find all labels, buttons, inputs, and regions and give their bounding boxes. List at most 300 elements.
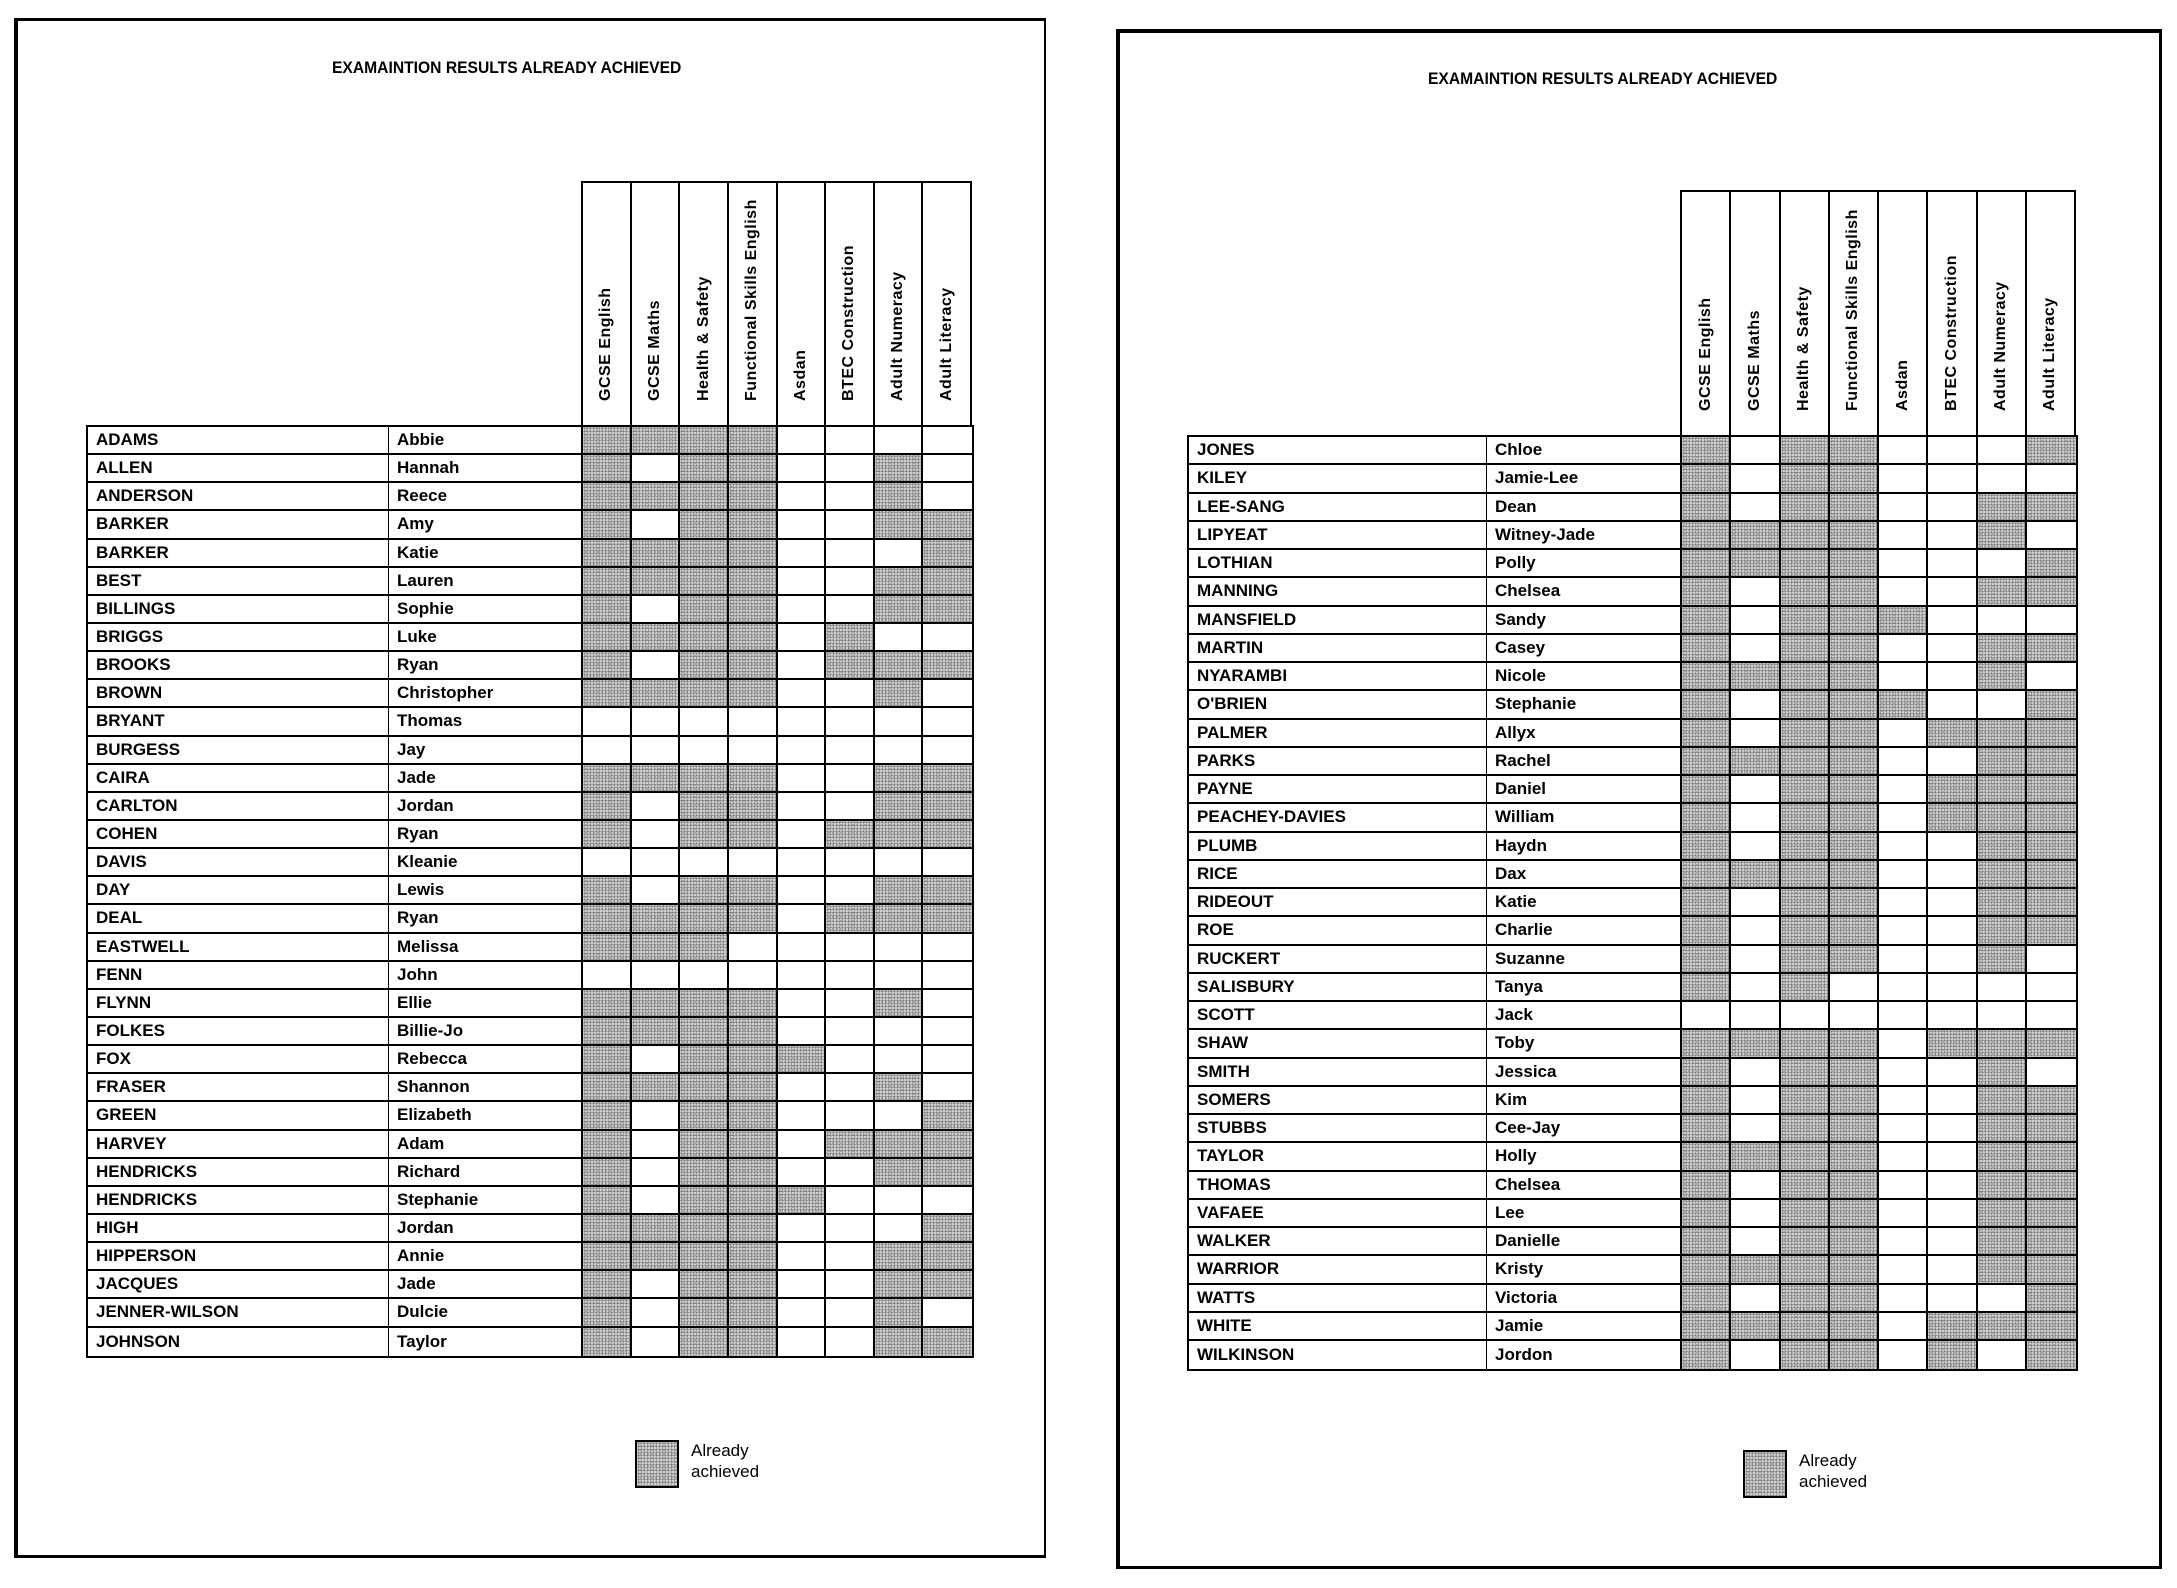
first-name-cell: Lewis xyxy=(389,877,583,903)
table-row xyxy=(1189,946,2076,974)
surname-cell: HIPPERSON xyxy=(88,1243,389,1269)
column-header xyxy=(923,183,972,427)
achieved-cell xyxy=(1978,1115,2027,1141)
not-achieved-cell xyxy=(826,1271,875,1297)
achieved-cell xyxy=(1682,607,1731,633)
achieved-cell xyxy=(1830,1228,1879,1254)
achieved-cell xyxy=(680,934,729,960)
achieved-cell xyxy=(1830,635,1879,661)
not-achieved-cell xyxy=(1928,635,1977,661)
first-name-cell: Chloe xyxy=(1487,437,1682,463)
achieved-cell xyxy=(729,1299,778,1325)
not-achieved-cell xyxy=(2027,946,2076,972)
surname-cell: DAY xyxy=(88,877,389,903)
not-achieved-cell xyxy=(2027,465,2076,491)
achieved-cell xyxy=(1830,1087,1879,1113)
achieved-cell xyxy=(1781,974,1830,1000)
surname-cell: DAVIS xyxy=(88,849,389,875)
achieved-cell xyxy=(1781,494,1830,520)
achieved-cell xyxy=(680,1328,729,1356)
not-achieved-cell xyxy=(680,849,729,875)
achieved-cell xyxy=(2027,1256,2076,1282)
achieved-cell xyxy=(632,483,681,509)
achieved-cell xyxy=(1682,861,1731,887)
not-achieved-cell xyxy=(875,737,924,763)
achieved-cell xyxy=(632,1018,681,1044)
achieved-cell xyxy=(923,568,972,594)
achieved-cell xyxy=(729,540,778,566)
not-achieved-cell xyxy=(1731,1002,1780,1028)
achieved-cell xyxy=(1682,1341,1731,1369)
table-row xyxy=(88,455,972,483)
achieved-cell xyxy=(1781,946,1830,972)
achieved-cell xyxy=(1781,804,1830,830)
not-achieved-cell xyxy=(1879,522,1928,548)
not-achieved-cell xyxy=(1731,917,1780,943)
table-row xyxy=(88,483,972,511)
first-name-cell: Victoria xyxy=(1487,1285,1682,1311)
first-name-cell: Daniel xyxy=(1487,776,1682,802)
column-header xyxy=(729,183,778,427)
achieved-cell xyxy=(1781,635,1830,661)
not-achieved-cell xyxy=(1879,1228,1928,1254)
achieved-cell xyxy=(1830,1341,1879,1369)
not-achieved-cell xyxy=(923,990,972,1016)
not-achieved-cell xyxy=(778,568,827,594)
column-header-label: GCSE Maths xyxy=(1745,309,1763,411)
surname-cell: BARKER xyxy=(88,540,389,566)
achieved-cell xyxy=(923,905,972,931)
table-row xyxy=(1189,1285,2076,1313)
achieved-cell xyxy=(2027,437,2076,463)
achieved-cell xyxy=(1978,1228,2027,1254)
achieved-cell xyxy=(680,596,729,622)
achieved-cell xyxy=(1682,663,1731,689)
surname-cell: MANNING xyxy=(1189,578,1487,604)
table-row xyxy=(88,1074,972,1102)
not-achieved-cell xyxy=(923,962,972,988)
surname-cell: WARRIOR xyxy=(1189,1256,1487,1282)
achieved-cell xyxy=(2027,917,2076,943)
achieved-cell xyxy=(1978,1143,2027,1169)
achieved-cell xyxy=(778,1187,827,1213)
not-achieved-cell xyxy=(1879,1341,1928,1369)
column-header xyxy=(875,183,924,427)
not-achieved-cell xyxy=(729,849,778,875)
first-name-cell: Dax xyxy=(1487,861,1682,887)
table-row xyxy=(1189,691,2076,719)
not-achieved-cell xyxy=(778,877,827,903)
achieved-cell xyxy=(729,990,778,1016)
first-name-cell: Cee-Jay xyxy=(1487,1115,1682,1141)
achieved-cell xyxy=(875,596,924,622)
first-name-cell: Haydn xyxy=(1487,833,1682,859)
not-achieved-cell xyxy=(826,568,875,594)
achieved-cell xyxy=(1928,720,1977,746)
achieved-cell xyxy=(1830,748,1879,774)
legend-label-line2: achieved xyxy=(691,1462,760,1481)
achieved-cell xyxy=(923,821,972,847)
not-achieved-cell xyxy=(632,793,681,819)
achieved-cell xyxy=(1830,1030,1879,1056)
achieved-cell xyxy=(1781,748,1830,774)
not-achieved-cell xyxy=(875,962,924,988)
not-achieved-cell xyxy=(1731,1285,1780,1311)
not-achieved-cell xyxy=(778,483,827,509)
achieved-cell xyxy=(1978,578,2027,604)
surname-cell: WATTS xyxy=(1189,1285,1487,1311)
achieved-cell xyxy=(1682,1030,1731,1056)
not-achieved-cell xyxy=(632,596,681,622)
not-achieved-cell xyxy=(923,1018,972,1044)
surname-cell: LOTHIAN xyxy=(1189,550,1487,576)
table-row xyxy=(88,708,972,736)
table-row xyxy=(88,849,972,877)
not-achieved-cell xyxy=(778,1102,827,1128)
achieved-cell xyxy=(729,905,778,931)
not-achieved-cell xyxy=(1731,776,1780,802)
achieved-cell xyxy=(1978,522,2027,548)
achieved-cell xyxy=(1978,1087,2027,1113)
first-name-cell: Richard xyxy=(389,1159,583,1185)
table-row xyxy=(88,1299,972,1327)
table-row xyxy=(88,568,972,596)
not-achieved-cell xyxy=(1928,1087,1977,1113)
achieved-cell xyxy=(729,1018,778,1044)
achieved-cell xyxy=(1682,1143,1731,1169)
achieved-cell xyxy=(1830,663,1879,689)
achieved-cell xyxy=(680,680,729,706)
achieved-cell xyxy=(1781,1172,1830,1198)
achieved-cell xyxy=(729,765,778,791)
not-achieved-cell xyxy=(1830,974,1879,1000)
not-achieved-cell xyxy=(1879,804,1928,830)
achieved-cell xyxy=(1978,804,2027,830)
not-achieved-cell xyxy=(2027,663,2076,689)
achieved-cell xyxy=(1978,1200,2027,1226)
achieved-cell xyxy=(583,1215,632,1241)
achieved-cell xyxy=(2027,1228,2076,1254)
not-achieved-cell xyxy=(1879,578,1928,604)
not-achieved-cell xyxy=(729,934,778,960)
not-achieved-cell xyxy=(1879,946,1928,972)
first-name-cell: Stephanie xyxy=(389,1187,583,1213)
achieved-cell xyxy=(632,427,681,453)
achieved-cell xyxy=(923,877,972,903)
achieved-cell xyxy=(1682,1172,1731,1198)
achieved-cell xyxy=(680,1243,729,1269)
not-achieved-cell xyxy=(826,934,875,960)
surname-cell: RICE xyxy=(1189,861,1487,887)
not-achieved-cell xyxy=(778,624,827,650)
achieved-cell xyxy=(1781,1256,1830,1282)
table-row xyxy=(88,905,972,933)
achieved-cell xyxy=(1781,833,1830,859)
surname-cell: MANSFIELD xyxy=(1189,607,1487,633)
not-achieved-cell xyxy=(632,1328,681,1356)
surname-cell: WILKINSON xyxy=(1189,1341,1487,1369)
achieved-cell xyxy=(583,1271,632,1297)
not-achieved-cell xyxy=(826,1328,875,1356)
legend-swatch xyxy=(635,1440,679,1488)
first-name-cell: Sophie xyxy=(389,596,583,622)
achieved-cell xyxy=(1978,889,2027,915)
surname-cell: FRASER xyxy=(88,1074,389,1100)
achieved-cell xyxy=(729,793,778,819)
achieved-cell xyxy=(680,455,729,481)
first-name-cell: Kleanie xyxy=(389,849,583,875)
not-achieved-cell xyxy=(1731,946,1780,972)
achieved-cell xyxy=(1978,663,2027,689)
surname-cell: FENN xyxy=(88,962,389,988)
not-achieved-cell xyxy=(826,990,875,1016)
not-achieved-cell xyxy=(1731,635,1780,661)
first-name-cell: Thomas xyxy=(389,708,583,734)
achieved-cell xyxy=(1978,1059,2027,1085)
achieved-cell xyxy=(1682,804,1731,830)
achieved-cell xyxy=(1830,1313,1879,1339)
not-achieved-cell xyxy=(1928,691,1977,717)
surname-cell: MARTIN xyxy=(1189,635,1487,661)
not-achieved-cell xyxy=(826,962,875,988)
not-achieved-cell xyxy=(1928,578,1977,604)
achieved-cell xyxy=(923,793,972,819)
table-row xyxy=(1189,1228,2076,1256)
surname-cell: HIGH xyxy=(88,1215,389,1241)
surname-cell: ROE xyxy=(1189,917,1487,943)
not-achieved-cell xyxy=(1879,833,1928,859)
achieved-cell xyxy=(2027,494,2076,520)
achieved-cell xyxy=(1830,550,1879,576)
not-achieved-cell xyxy=(1928,1143,1977,1169)
first-name-cell: Chelsea xyxy=(1487,1172,1682,1198)
achieved-cell xyxy=(1781,663,1830,689)
not-achieved-cell xyxy=(632,962,681,988)
column-header-label: Health & Safety xyxy=(694,276,712,401)
achieved-cell xyxy=(680,624,729,650)
not-achieved-cell xyxy=(1879,494,1928,520)
achieved-cell xyxy=(729,680,778,706)
table-row xyxy=(88,934,972,962)
not-achieved-cell xyxy=(1978,607,2027,633)
achieved-cell xyxy=(1978,917,2027,943)
achieved-cell xyxy=(1830,946,1879,972)
column-header-label: Adult Literacy xyxy=(2041,297,2059,411)
not-achieved-cell xyxy=(1879,1256,1928,1282)
achieved-cell xyxy=(583,540,632,566)
page-title: EXAMAINTION RESULTS ALREADY ACHIEVED xyxy=(332,58,682,77)
not-achieved-cell xyxy=(1731,1200,1780,1226)
achieved-cell xyxy=(875,1271,924,1297)
table-row xyxy=(88,1102,972,1130)
not-achieved-cell xyxy=(1978,691,2027,717)
not-achieved-cell xyxy=(778,1159,827,1185)
not-achieved-cell xyxy=(826,455,875,481)
achieved-cell xyxy=(2027,1341,2076,1369)
achieved-cell xyxy=(875,455,924,481)
first-name-cell: Lauren xyxy=(389,568,583,594)
achieved-cell xyxy=(729,624,778,650)
not-achieved-cell xyxy=(583,708,632,734)
achieved-cell xyxy=(680,1102,729,1128)
achieved-cell xyxy=(729,1159,778,1185)
not-achieved-cell xyxy=(923,1187,972,1213)
achieved-cell xyxy=(583,1074,632,1100)
achieved-cell xyxy=(1781,1341,1830,1369)
column-header xyxy=(1830,192,1879,437)
not-achieved-cell xyxy=(1879,437,1928,463)
table-row xyxy=(1189,748,2076,776)
achieved-cell xyxy=(680,1187,729,1213)
surname-cell: NYARAMBI xyxy=(1189,663,1487,689)
page-title: EXAMAINTION RESULTS ALREADY ACHIEVED xyxy=(1428,69,1778,88)
achieved-cell xyxy=(1830,494,1879,520)
student-rows xyxy=(1187,435,2078,1371)
achieved-cell xyxy=(2027,748,2076,774)
surname-cell: LEE-SANG xyxy=(1189,494,1487,520)
surname-cell: SALISBURY xyxy=(1189,974,1487,1000)
not-achieved-cell xyxy=(923,624,972,650)
achieved-cell xyxy=(826,1131,875,1157)
not-achieved-cell xyxy=(1731,607,1780,633)
not-achieved-cell xyxy=(632,708,681,734)
achieved-cell xyxy=(1978,1172,2027,1198)
table-row xyxy=(1189,1143,2076,1171)
column-header-label: Functional Skills English xyxy=(743,199,761,401)
achieved-cell xyxy=(680,1018,729,1044)
legend-label xyxy=(691,1440,759,1482)
not-achieved-cell xyxy=(1879,720,1928,746)
not-achieved-cell xyxy=(1879,1087,1928,1113)
achieved-cell xyxy=(875,511,924,537)
surname-cell: ALLEN xyxy=(88,455,389,481)
achieved-cell xyxy=(923,1215,972,1241)
table-row xyxy=(1189,917,2076,945)
achieved-cell xyxy=(1781,522,1830,548)
column-header xyxy=(1879,192,1928,437)
not-achieved-cell xyxy=(1879,748,1928,774)
achieved-cell xyxy=(680,483,729,509)
not-achieved-cell xyxy=(778,821,827,847)
table-row xyxy=(88,962,972,990)
achieved-cell xyxy=(1682,1200,1731,1226)
column-header-label: GCSE English xyxy=(1696,297,1714,411)
table-row xyxy=(1189,663,2076,691)
first-name-cell: Adam xyxy=(389,1131,583,1157)
achieved-cell xyxy=(1682,635,1731,661)
achieved-cell xyxy=(875,877,924,903)
not-achieved-cell xyxy=(1879,1002,1928,1028)
column-header-label: Asdan xyxy=(1893,359,1911,411)
first-name-cell: Holly xyxy=(1487,1143,1682,1169)
achieved-cell xyxy=(1830,833,1879,859)
surname-cell: KILEY xyxy=(1189,465,1487,491)
achieved-cell xyxy=(632,624,681,650)
achieved-cell xyxy=(1830,861,1879,887)
achieved-cell xyxy=(1682,946,1731,972)
achieved-cell xyxy=(923,596,972,622)
not-achieved-cell xyxy=(1731,494,1780,520)
achieved-cell xyxy=(1781,1285,1830,1311)
achieved-cell xyxy=(680,1271,729,1297)
legend-label-line2: achieved xyxy=(1799,1472,1868,1491)
achieved-cell xyxy=(2027,635,2076,661)
not-achieved-cell xyxy=(1879,1030,1928,1056)
achieved-cell xyxy=(583,905,632,931)
table-row xyxy=(88,821,972,849)
first-name-cell: Luke xyxy=(389,624,583,650)
achieved-cell xyxy=(1682,748,1731,774)
achieved-cell xyxy=(1682,974,1731,1000)
achieved-cell xyxy=(1682,494,1731,520)
achieved-cell xyxy=(1879,607,1928,633)
achieved-cell xyxy=(1781,1313,1830,1339)
achieved-cell xyxy=(1731,748,1780,774)
achieved-cell xyxy=(1731,1313,1780,1339)
surname-cell: CAIRA xyxy=(88,765,389,791)
achieved-cell xyxy=(1978,635,2027,661)
achieved-cell xyxy=(632,540,681,566)
not-achieved-cell xyxy=(826,737,875,763)
not-achieved-cell xyxy=(778,1215,827,1241)
table-row xyxy=(88,596,972,624)
column-header xyxy=(1731,192,1780,437)
not-achieved-cell xyxy=(923,427,972,453)
not-achieved-cell xyxy=(778,540,827,566)
achieved-cell xyxy=(1731,1256,1780,1282)
achieved-cell xyxy=(2027,1200,2076,1226)
not-achieved-cell xyxy=(778,990,827,1016)
not-achieved-cell xyxy=(778,680,827,706)
not-achieved-cell xyxy=(1731,1228,1780,1254)
first-name-cell: Suzanne xyxy=(1487,946,1682,972)
not-achieved-cell xyxy=(778,849,827,875)
not-achieved-cell xyxy=(778,455,827,481)
achieved-cell xyxy=(1682,1087,1731,1113)
first-name-cell: Polly xyxy=(1487,550,1682,576)
achieved-cell xyxy=(1830,578,1879,604)
first-name-cell: Dean xyxy=(1487,494,1682,520)
surname-cell: BROOKS xyxy=(88,652,389,678)
achieved-cell xyxy=(1830,522,1879,548)
not-achieved-cell xyxy=(778,1018,827,1044)
not-achieved-cell xyxy=(923,483,972,509)
not-achieved-cell xyxy=(1731,1341,1780,1369)
achieved-cell xyxy=(1830,889,1879,915)
table-row xyxy=(1189,1115,2076,1143)
not-achieved-cell xyxy=(1830,1002,1879,1028)
achieved-cell xyxy=(875,793,924,819)
first-name-cell: Jessica xyxy=(1487,1059,1682,1085)
achieved-cell xyxy=(1928,1313,1977,1339)
surname-cell: VAFAEE xyxy=(1189,1200,1487,1226)
achieved-cell xyxy=(1978,748,2027,774)
achieved-cell xyxy=(1682,550,1731,576)
first-name-cell: Jamie-Lee xyxy=(1487,465,1682,491)
table-row xyxy=(88,1018,972,1046)
not-achieved-cell xyxy=(632,1046,681,1072)
not-achieved-cell xyxy=(1978,1002,2027,1028)
achieved-cell xyxy=(875,680,924,706)
not-achieved-cell xyxy=(1879,1313,1928,1339)
achieved-cell xyxy=(583,455,632,481)
achieved-cell xyxy=(1682,437,1731,463)
achieved-cell xyxy=(1781,1059,1830,1085)
achieved-cell xyxy=(1781,578,1830,604)
achieved-cell xyxy=(826,652,875,678)
not-achieved-cell xyxy=(1781,1002,1830,1028)
not-achieved-cell xyxy=(923,708,972,734)
